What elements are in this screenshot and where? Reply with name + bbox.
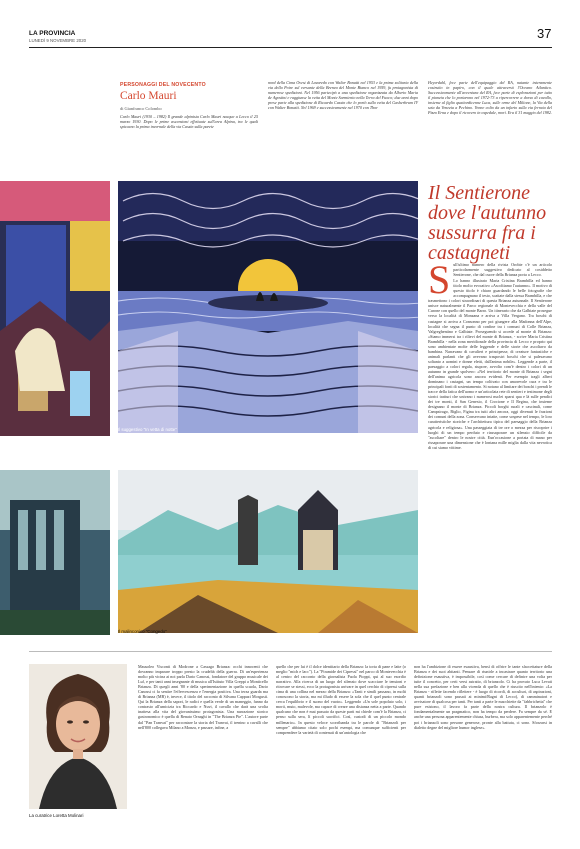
article-headline: Il Sentierone dove l'autunno sussurra fra i castagneti bbox=[428, 182, 547, 264]
caption-top-painting: Il suggestivo "In vetta di notte" bbox=[118, 427, 177, 432]
portrait-photo bbox=[29, 664, 127, 809]
bio-column-3: Heyerdahl, fece parte dell'equipaggio del RA, natante interamente costruito in papiro, con il quale attraversò l'Oceano Atlantico. Successivamente all'avventura del RA, fece parte di esplorazioni per tutto il pianeta che lo portarono nel 1972-73 a ripercorrere a dorso di cavallo, insieme al figlio quattordicenne Luca, sulle orme del Milione, la Via della seta da Venezia a Pechino. Venne colto da un infarto sulla via ferrata del Pizzo Erna e dopo il ricovero in ospedale, morì. Era il 31 maggio del 1982. bbox=[428, 80, 552, 116]
bottom-column-2: quello che per lui è il dolce identitario della Brianza: la torta di pane e latte (o meglio "mich e lacc"). La "Piramide dei Cipressi" nel parco di Montevecchia è al centro del racconto della giornalista Paola Pioppi, qui al suo esordio narrativo. Alla ricerca di un luogo del silenzio dove scacciare le tensioni e ritrovare se stessi, ecco la protagonista arrivare in quel cerchio di cipressi sulla cima di una collina nel mezzo della Brianza: «Tanti e simili passano, in molti conoscono la storia, ma mi illudo di essere la sola che il quel punto centrale cerca l'equilibrio e il suono del vuoto». Leggendo «Un sole popolato solo, i morti, muto, malevole, ma capace di creare una distanza netta a parte. Quando qualcuno che non è mai passato da queste parti mi chiede com'è la Brianza, ci penso sulla sera, lì piccoli sacrifici. Così, custodi di un piccolo mondo millenario». In questo veloce scorribanda tra le parole di "Brianzoli per sempre" abbiamo citato solo pochi esempi, ma comunque sufficienti per comprendere la varietà di contenuti di un'antologia che bbox=[276, 664, 406, 735]
page-number: 37 bbox=[537, 26, 552, 41]
article-body-text: Lo hanno illustrato Maria Cristina Brambilla ed hanno titolo molto evocativo «Ascoltiamo l'autunno». Il motivo di questo titolo è chiaro guardando le belle fotografie che accompagnano il testo, scattate dalla stessa Brambilla, e che trasmettono i colori straordinari di questa Brianza autunnale. Il Sentierone unisce naturalmente il Parco regionale di Montevecchia e della valle del Curone con quello del monte Barro. Un itinerario che da Galbiate prosegue verso la località di Monzana e arriva a Villa Vergano. Tra boschi di castagne si arriva a Consonno per poi giungere alla Madonna dell'Alpe, località che segna il punto di confine tra i comuni di Colle Brianza, Valgreghentino e Galbiate. Proseguendo si accede al monte di Brianza: «Siamo immersi tra i rilievi del monte di Brianza, - scrive Maria Cristina Brambilla - nella zona meridionale della provincia di Lecco e proprio qui sono ambientate molte delle leggende e delle storie che ascoltavo da bambina. Narravano di cavalieri e principesse, di creature fantastiche e animali parlanti che gli avevano traspostri boschi che si palesavano soltanto a uomini e donne eletti, dall'anima nobile». Leggende a parte, il paesaggio a colori regala, stupore, avvolto com'è dentro i colori di un autunno in grande spolvero: «Nel territorio del monte di Brianza i segni dell'anima agricola sono ancora evidenti. Per esempio tragli alberi dominano i castagni, un tempo coltivato con amorevole cura e tra le principali fonti di sostentamento. Si notano al limitare dei boschi i prendi le tracce della fatica dell'uomo e un'articolata rete di sentieri e testimone degli storici tratturi che univano i numerosi nuclei sparsi qua e là sulle pendici dei tre monti, il San Genesio, il Crocione e Il Regina, che insieme designano il monte di Brianza. Piccoli borghi rurali e cascinali, come Campsirago, Biglio, Figina tra tutti altri ancora, oggi divenuti le frazioni dei comuni della zona. Conservano intatte, come sospese nel tempo, le loro caratteristiche storiche e l'architettura tipica del paesaggio della Brianza agricola e religiosa». Una passeggiata di tre ore o mezza per riscoprire i luoghi di un tempo perduto e riassaporare un silenzio difficile da "ascoltare" dentro le nostre città. Eun'occasione a portata di mano per rissaporare una dimensione che è lontana mille miglia dalla vita nevrotica di cui siamo vittime. bbox=[428, 278, 552, 450]
painting-congedo bbox=[118, 470, 418, 633]
portrait-caption: La curatrice Loretta Molinari bbox=[29, 813, 84, 818]
bio-column-1: Carlo Mauri (1930 – 1982) Il grande alpinista Carlo Mauri nacque a Lecco il 25 marzo 1930. Dopo le prime ascensioni effettuate sull'area Alpina, tra le quali spiccano la prima invernale della via Cassin sulla parete bbox=[120, 114, 258, 130]
section-divider bbox=[29, 651, 552, 652]
article-dropcap: S bbox=[428, 262, 451, 302]
left-painting-strip bbox=[0, 181, 110, 436]
header-divider bbox=[29, 47, 552, 48]
left-painting-strip-lower bbox=[0, 470, 110, 635]
caption-bottom-painting: Il malinconico "Congedo" bbox=[118, 629, 167, 634]
article-body bbox=[428, 262, 552, 634]
bio-column-2: nord della Cima Ovest di Lavaredo con Walter Bonatti nel 1953 e la prima solitaria della via della Poire sul versante della Brenva del Monte Bianco nel 1959, fu protagonista di numerose spedizioni. Nel 1956 partecipò a una spedizione organizzata da Alberto Maria de Agostini e raggiunse la vetta del Monte Sarmiento nella Terra del Fuoco; due anni dopo prese parte alla spedizione di Riccardo Cassin che lo portò sulla vetta del Gasherbrum IV con Walter Bonatti. Nel 1969 e successivamente nel 1970 con Thor bbox=[268, 80, 418, 111]
issue-date: LUNEDÌ 9 NOVEMBRE 2020 bbox=[29, 38, 87, 43]
section-tag: PERSONAGGI DEL NOVECENTO bbox=[120, 82, 206, 88]
painting-in-vetta-di-notte bbox=[118, 181, 418, 433]
bottom-column-1: Mausoleo Visconti di Modrone a Cassago Brianza: occhi innocenti che dovranno imparare troppo presto la crudeltà della guerra. Di un'esperienza molto più vicina ai noi parla Dario Canossi, fondatore del gruppo musicale dei Luf, e per tanti anni insegnante di musica all'Istituto Villa Greppi a Monticello Brianza. Di quegli anni '80 e della sperimentazione in quella scuola, Dario Canossi ci fa sentire l'effervescenza e l'energia positiva. Una terza guarda ma di Brianza (MB) è, invece, il titolo del racconto di Silvana Cappuzi Morgusti. Qui la Brianza della sapori, le radici e quella verde di un maneggio, fanno da contrasto all'umicizia tra Riccardo e Nuvi, il cavallo che darà una svolta inattesa alla vita del giovanissimo protagonista. Una narrazione storico gastronomico è quella di Renato Ornaghi in "The Brianza Pie". L'autore parte dal "Pan Tranvai" per raccontare la storia del Tranvai, il trenino a cavalli che nell'800 collegava Milano a Monza, e passare, infine, a bbox=[138, 664, 268, 730]
article-intro: ull'ultimo numero della rivista Orobie c'è un articolo particolarmente suggestivo dedicato al cosiddetto Sentierone, che dal cuore della Brianza porta a Lecco. bbox=[453, 262, 552, 278]
bottom-column-3: non ha l'ambizione di essere esaustiva, bensì di offrire le tante sfaccettature della Brianza e dei suoi abitanti. Pensare di riunirle a incastrare quanto territorio una definizione esaustiva, è impossibile, così come cercare di definire una volta per tutte il concetto, per certi versi astratto, di brianzolo. Ci ha provato Luca Levati nella sua prefazione e ben alla vicenda di quello che è riuscito nell'intento: «La Brianza - riflette facendo riflettere - è luogo di ricordi, di acculturi, di aspirazioni, quanti brianzoli sono passati ai minimi/Ragni di Lecco), di camminatori e avvisatore di qualcosa per tanti. Per tanti a parte le macchiette da "fabbrichetta" che pure esistono, il lavoro fa parte della nostra cultura. Il brianzolo è fondamentalmente un pragmatico, non ha tempo da perdere. Fa sempre da sé. E anche una persona apparentemente chiusa, burbera, ma solo apparentemente perché poi i brianzoli sono persone generose, pronte alla battuta, ci sono. Sforzarsi in dialetto degne del migliore humor inglese». bbox=[414, 664, 552, 730]
newspaper-name: LA PROVINCIA bbox=[29, 30, 76, 37]
bio-byline: di Gianfranco Colombo bbox=[120, 106, 162, 111]
bio-name: Carlo Mauri bbox=[120, 90, 177, 102]
